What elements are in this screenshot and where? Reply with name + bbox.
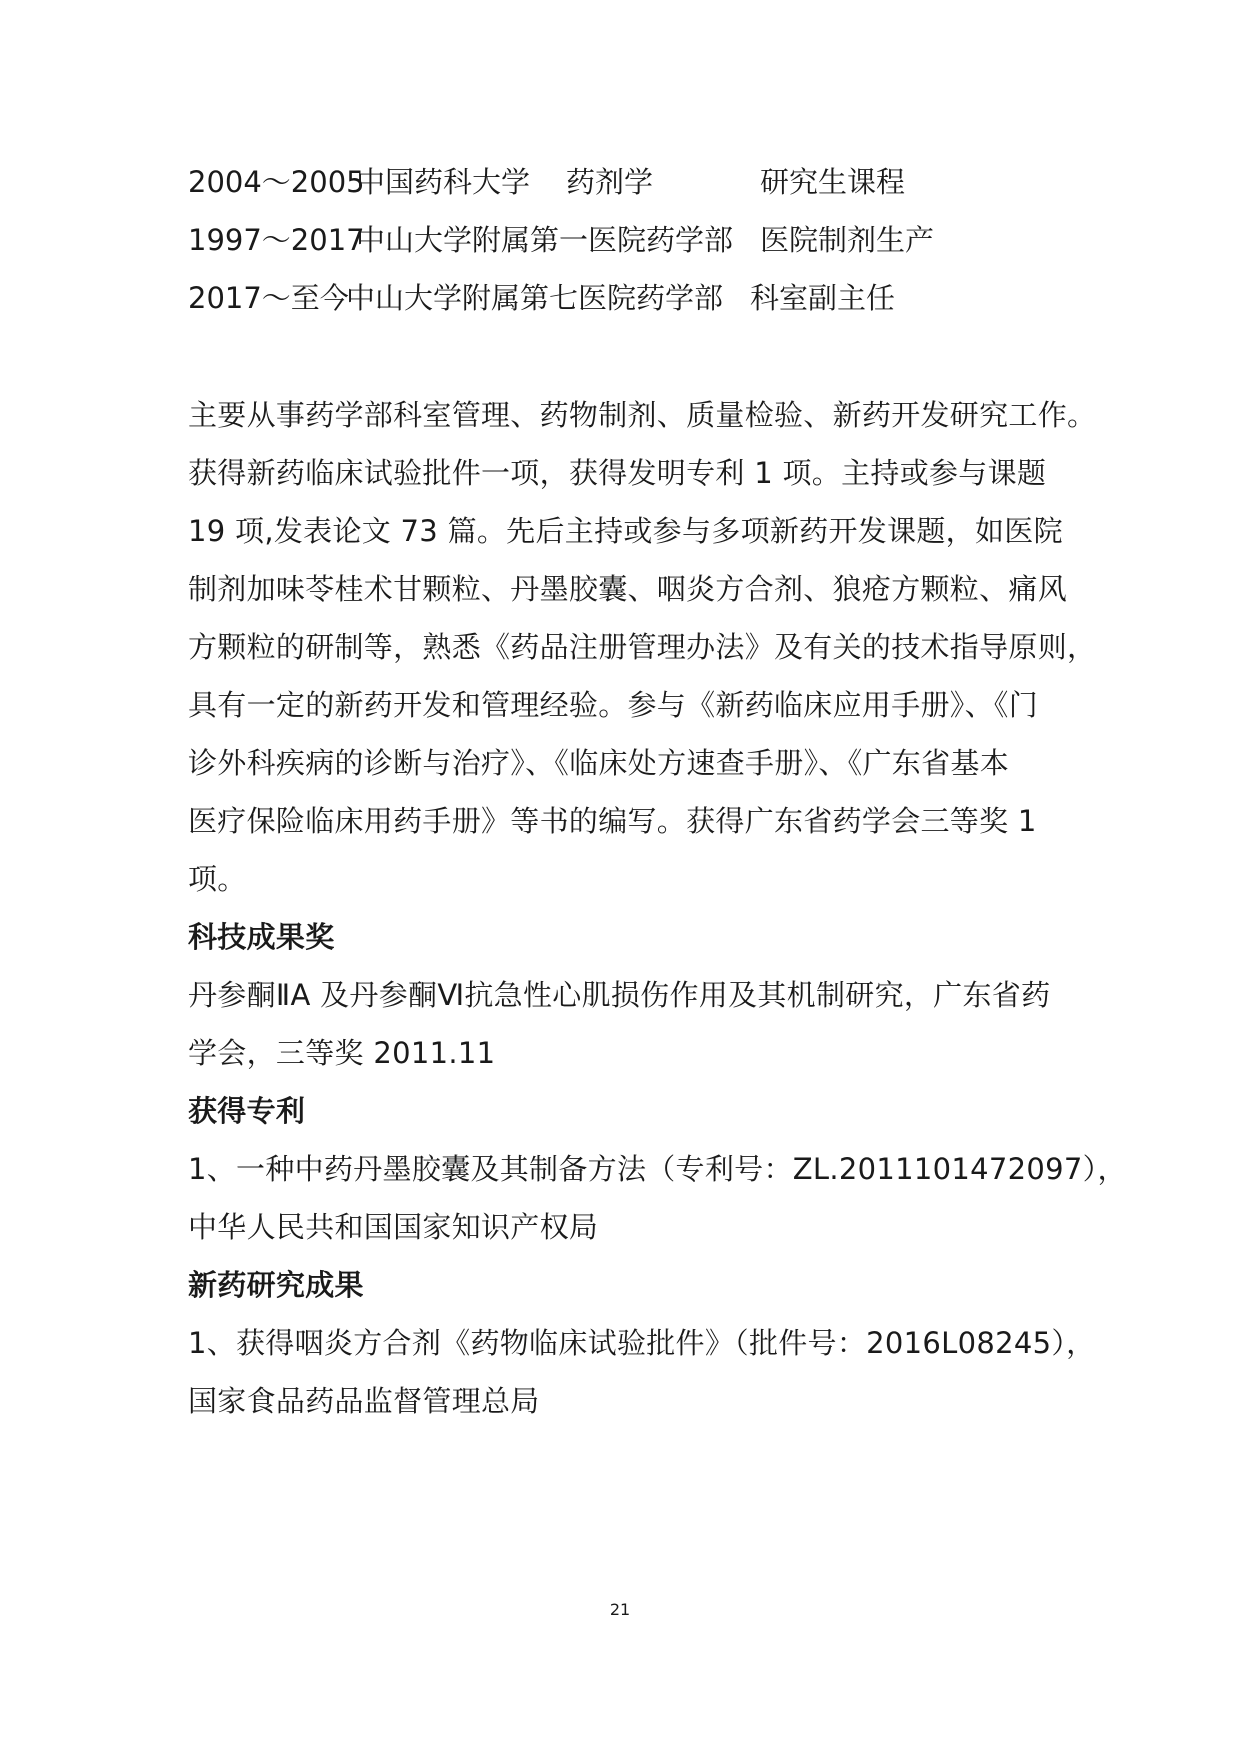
summary-line: 具有一定的新药开发和管理经验。参与《新药临床应用手册》、《门 xyxy=(188,688,1039,722)
patent-heading: 获得专利 xyxy=(188,1094,306,1128)
award-line: 学会，三等奖 2011.11 xyxy=(188,1036,496,1070)
summary-line: 制剂加味苓桂术甘颗粒、丹墨胶囊、咽炎方合剂、狼疮方颗粒、痛风 xyxy=(188,572,1068,606)
patent-line: 中华人民共和国国家知识产权局 xyxy=(188,1210,599,1244)
summary-line: 医疗保险临床用药手册》等书的编写。获得广东省药学会三等奖 1 xyxy=(188,804,1037,838)
history-institution: 中山大学附属第一医院药学部 xyxy=(356,223,734,257)
history-row xyxy=(188,220,1088,260)
history-major: 药剂学 xyxy=(566,165,654,199)
summary-line: 主要从事药学部科室管理、药物制剂、质量检验、新药开发研究工作。 xyxy=(188,398,1097,432)
history-row xyxy=(188,278,1088,318)
history-period: 2017～至今 xyxy=(188,281,349,315)
summary-line: 19 项,发表论文 73 篇。先后主持或参与多项新药开发课题，如医院 xyxy=(188,514,1063,548)
history-period: 1997～2017 xyxy=(188,223,365,257)
history-note: 研究生课程 xyxy=(760,165,906,199)
history-institution: 中山大学附属第七医院药学部 xyxy=(346,281,724,315)
summary-line: 方颗粒的研制等，熟悉《药品注册管理办法》及有关的技术指导原则， xyxy=(188,630,1097,664)
award-heading: 科技成果奖 xyxy=(188,920,335,954)
summary-line: 项。 xyxy=(188,862,247,896)
history-row xyxy=(188,162,1088,202)
patent-line: 1、一种中药丹墨胶囊及其制备方法（专利号：ZL.2011101472097）， xyxy=(188,1152,1127,1186)
award-line: 丹参酮ⅡA 及丹参酮Ⅵ抗急性心肌损伤作用及其机制研究，广东省药 xyxy=(188,978,1051,1012)
history-period: 2004～2005 xyxy=(188,165,365,199)
new-drug-line: 1、获得咽炎方合剂《药物临床试验批件》（批件号：2016L08245）， xyxy=(188,1326,1096,1360)
new-drug-line: 国家食品药品监督管理总局 xyxy=(188,1384,540,1418)
page-number: 21 xyxy=(609,1600,631,1619)
summary-line: 获得新药临床试验批件一项，获得发明专利 1 项。主持或参与课题 xyxy=(188,456,1047,490)
summary-line: 诊外科疾病的诊断与治疗》、《临床处方速查手册》、《广东省基本 xyxy=(188,746,1010,780)
history-note: 医院制剂生产 xyxy=(760,223,935,257)
new-drug-heading: 新药研究成果 xyxy=(188,1268,364,1302)
history-institution: 中国药科大学 xyxy=(356,165,531,199)
history-note: 科室副主任 xyxy=(750,281,896,315)
